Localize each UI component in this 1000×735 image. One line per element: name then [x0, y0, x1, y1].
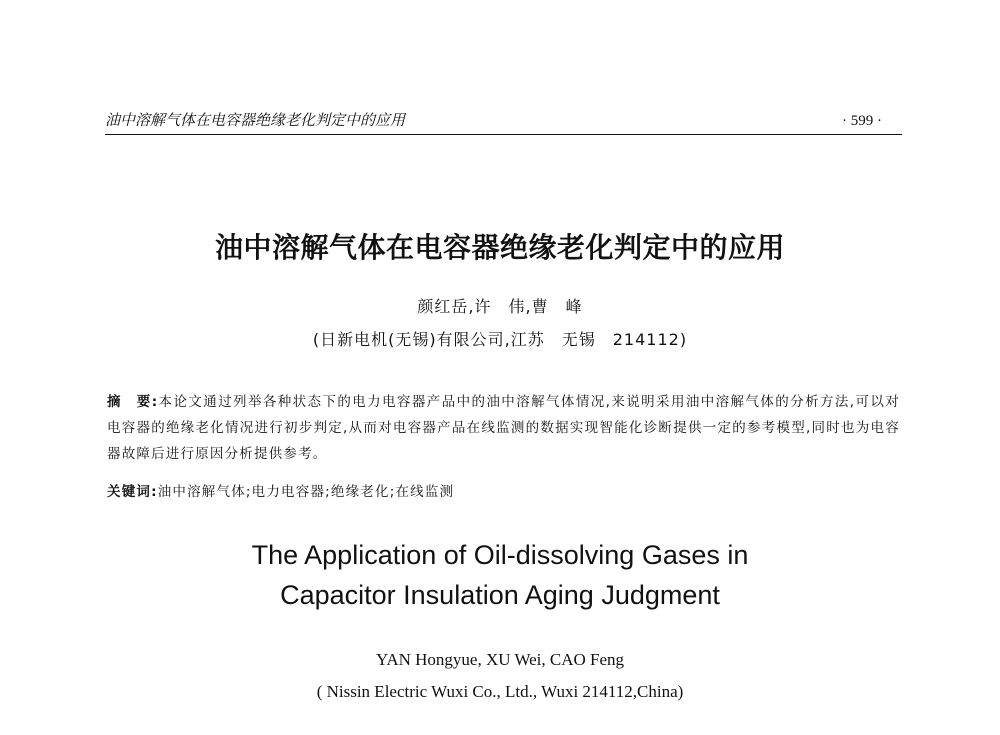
keywords-label: 关键词: [107, 484, 158, 500]
title-line-1: The Application of Oil-dissolving Gases in [251, 540, 749, 570]
keywords-chinese [107, 480, 900, 500]
running-head [105, 108, 902, 135]
abstract-text: 本论文通过列举各种状态下的电力电容器产品中的油中溶解气体情况,来说明采用油中溶解气体的分析方法,可以对电容器的绝缘老化情况进行初步判定,从而对电容器产品在线监测的数据实现智能化诊断提供一定的参考模型,同时也为电容器故障后进行原因分析提供参考。 [107, 394, 900, 462]
running-head-title: 油中溶解气体在电容器绝缘老化判定中的应用 [105, 111, 406, 129]
abstract-chinese [107, 389, 900, 467]
authors-chinese: 颜红岳,许 伟,曹 峰 [417, 297, 583, 316]
paper-title-chinese: 油中溶解气体在电容器绝缘老化判定中的应用 [214, 231, 785, 264]
authors-english: YAN Hongyue, XU Wei, CAO Feng [375, 650, 625, 669]
affiliation-english: ( Nissin Electric Wuxi Co., Ltd., Wuxi 214112,China) [316, 682, 684, 701]
paper-title-english [0, 535, 1000, 615]
title-line-2: Capacitor Insulation Aging Judgment [280, 580, 720, 610]
keywords-text: 油中溶解气体;电力电容器;绝缘老化;在线监测 [157, 484, 455, 500]
page-number: · 599 · [842, 113, 882, 129]
abstract-label: 摘 要: [107, 394, 159, 410]
affiliation-chinese: (日新电机(无锡)有限公司,江苏 无锡 214112) [312, 330, 688, 349]
